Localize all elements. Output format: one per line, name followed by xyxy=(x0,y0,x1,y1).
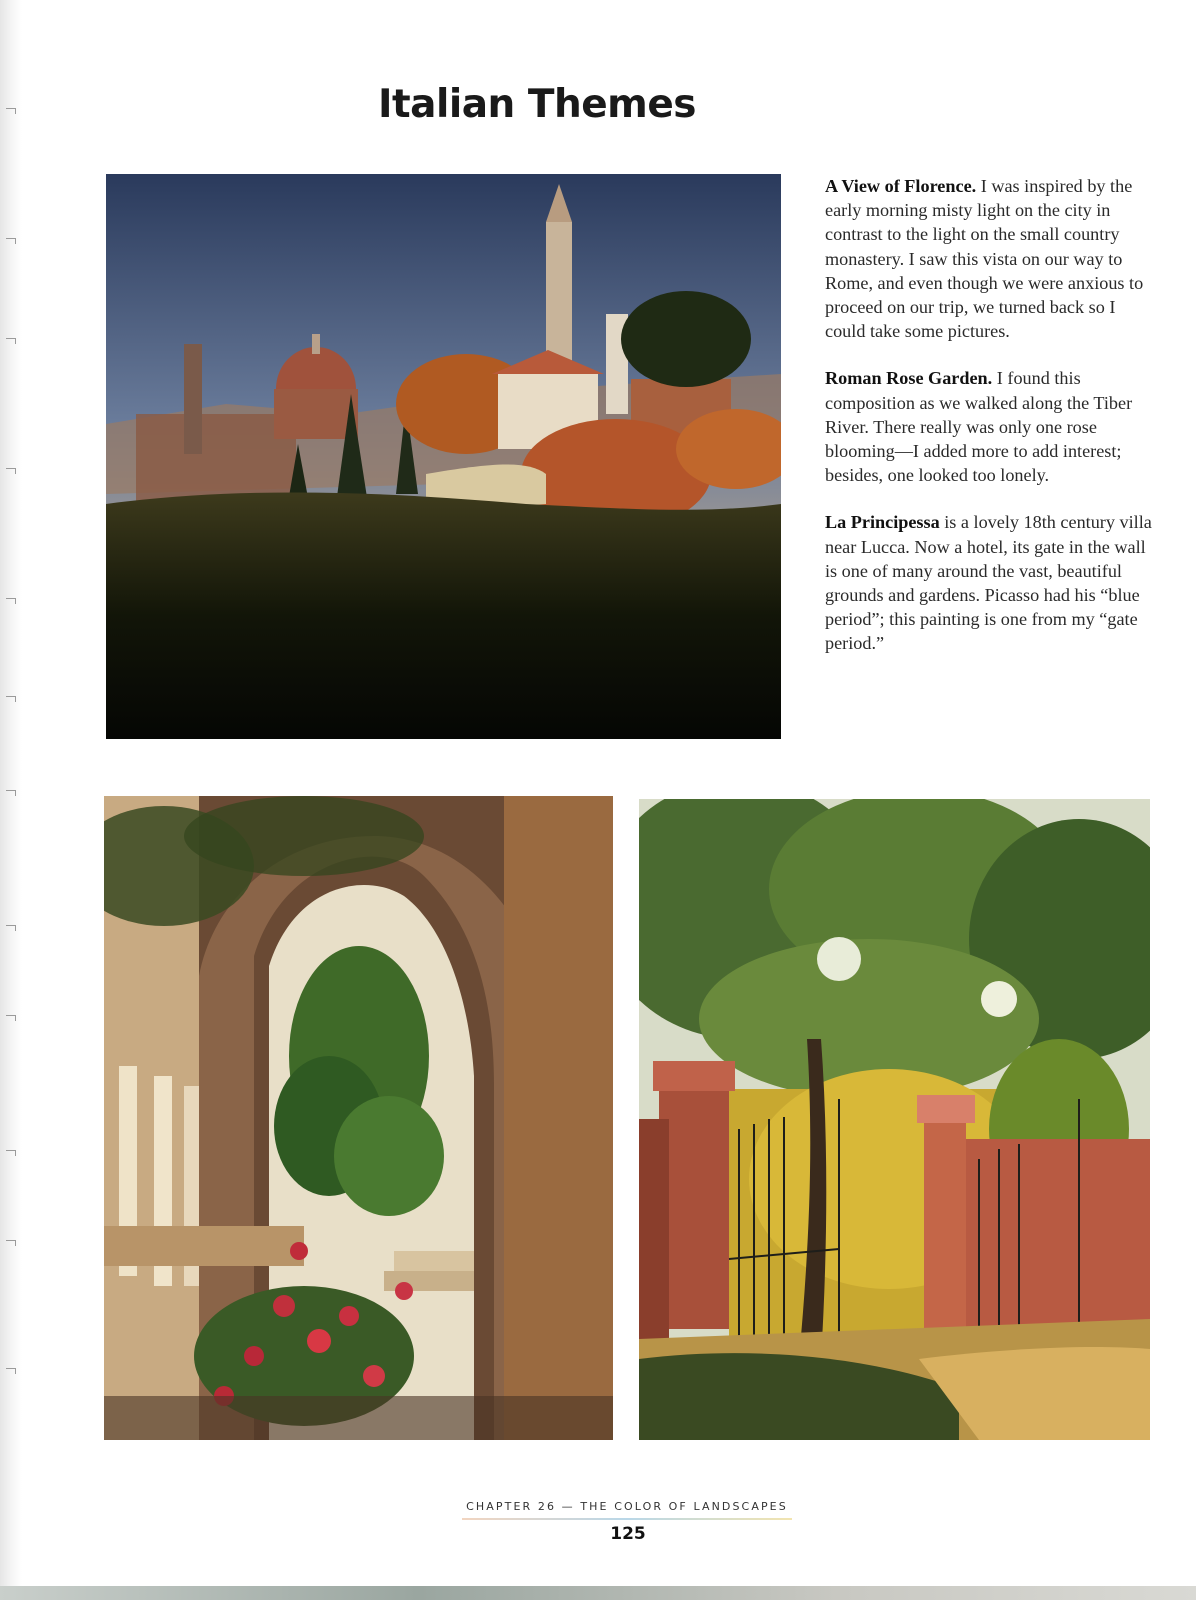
binding-mark xyxy=(6,1368,16,1374)
caption-rose-garden-body: I found this composition as we walked along the Tiber River. There really was only one rose blooming—I added more to add interest; besides, one looked too lonely. xyxy=(825,368,1133,486)
caption-principessa-title: La Principessa xyxy=(825,512,940,533)
rose-garden-painting xyxy=(104,796,613,1440)
binding-mark xyxy=(6,1015,16,1021)
caption-rose-garden xyxy=(825,366,1155,487)
florence-painting xyxy=(106,174,781,739)
caption-florence-body: I was inspired by the early morning misty light on the city in contrast to the light on the small country monastery. I saw this vista on our way to Rome, and even though we were anxious to proceed on our trip, we turned back so I could take some pictures. xyxy=(825,176,1144,342)
caption-principessa xyxy=(825,510,1155,655)
la-principessa-painting xyxy=(639,799,1150,1440)
caption-principessa-body: is a lovely 18th century villa near Lucca. Now a hotel, its gate in the wall is one of many around the vast, beautiful grounds and gardens. Picasso had his “blue period”; this painting is one from my “gate period.” xyxy=(825,512,1152,654)
caption-florence-title: A View of Florence. xyxy=(825,176,977,196)
binding-mark xyxy=(6,598,16,604)
binding-mark xyxy=(6,1150,16,1156)
caption-column xyxy=(825,174,1155,679)
footer-rule xyxy=(462,1518,792,1520)
binding-mark xyxy=(6,238,16,244)
binding-mark xyxy=(6,925,16,931)
caption-rose-garden-title: Roman Rose Garden. xyxy=(825,368,993,389)
caption-florence xyxy=(825,174,1155,343)
binding-mark xyxy=(6,108,16,114)
binding-mark xyxy=(6,790,16,796)
footer-chapter-title: CHAPTER 26 — THE COLOR OF LANDSCAPES xyxy=(466,1500,788,1513)
page-title: Italian Themes xyxy=(378,82,696,127)
binding-mark xyxy=(6,1240,16,1246)
page-number: 125 xyxy=(610,1524,646,1544)
binding-mark xyxy=(6,338,16,344)
binding-mark xyxy=(6,696,16,702)
scan-bottom-edge xyxy=(0,1586,1196,1600)
binding-mark xyxy=(6,468,16,474)
